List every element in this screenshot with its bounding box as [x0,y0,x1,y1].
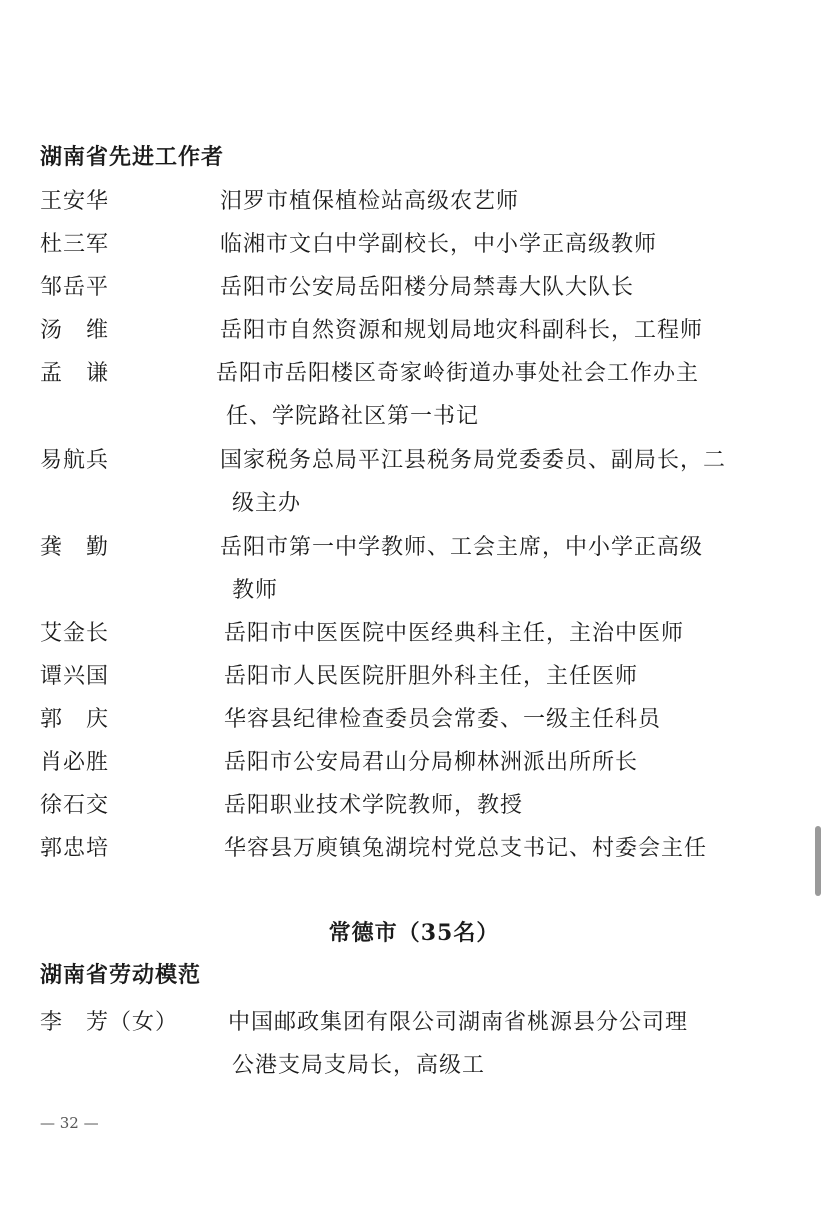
scrollbar-thumb[interactable] [815,826,821,896]
person-title-continuation: 任、学院路社区第一书记 [226,404,480,429]
person-title: 岳阳市第一中学教师、工会主席，中小学正高级 [220,535,704,560]
city-quota-count: 35 [420,920,454,946]
person-title: 中国邮政集团有限公司湖南省桃源县分公司理 [228,1010,689,1035]
city-name: 常德市（ [328,921,421,946]
person-title-continuation: 公港支局支局长，高级工 [232,1053,486,1078]
person-name: 肖必胜 [40,750,110,775]
person-title-continuation: 级主办 [232,491,302,516]
person-name: 李 芳（女） [40,1010,179,1035]
person-title: 岳阳市岳阳楼区奇家岭街道办事处社会工作办主 [216,361,700,386]
person-name: 郭忠培 [40,836,110,861]
person-title: 岳阳市公安局君山分局柳林洲派出所所长 [224,750,639,775]
person-name: 易航兵 [40,448,110,473]
page-number: — 32 — [40,1114,99,1132]
person-title: 华容县万庾镇兔湖垸村党总支书记、村委会主任 [224,836,708,861]
person-title: 国家税务总局平江县税务局党委委员、副局长，二 [220,448,727,473]
person-name: 汤 维 [40,318,110,343]
person-name: 郭 庆 [40,707,110,732]
person-name: 王安华 [40,189,110,214]
person-title: 华容县纪律检查委员会常委、一级主任科员 [224,707,662,732]
person-title: 岳阳市中医医院中医经典科主任，主治中医师 [224,621,685,646]
person-title: 岳阳市公安局岳阳楼分局禁毒大队大队长 [220,275,635,300]
person-name: 徐石交 [40,793,110,818]
person-title: 汨罗市植保植检站高级农艺师 [220,189,520,214]
person-title-continuation: 教师 [232,578,279,603]
person-name: 谭兴国 [40,664,110,689]
person-title: 岳阳职业技术学院教师，教授 [224,793,524,818]
person-name: 邹岳平 [40,275,110,300]
section-heading-advanced-workers: 湖南省先进工作者 [40,145,225,170]
city-heading [0,916,828,947]
city-quota-suffix: 名） [453,921,500,946]
person-name: 孟 谦 [40,361,110,386]
person-title: 岳阳市人民医院肝胆外科主任，主任医师 [224,664,639,689]
person-title: 临湘市文白中学副校长，中小学正高级教师 [220,232,658,257]
person-name: 龚 勤 [40,535,110,560]
section-heading-labor-models: 湖南省劳动模范 [40,963,202,988]
person-title: 岳阳市自然资源和规划局地灾科副科长，工程师 [220,318,704,343]
person-name: 杜三军 [40,232,110,257]
person-name: 艾金长 [40,621,110,646]
